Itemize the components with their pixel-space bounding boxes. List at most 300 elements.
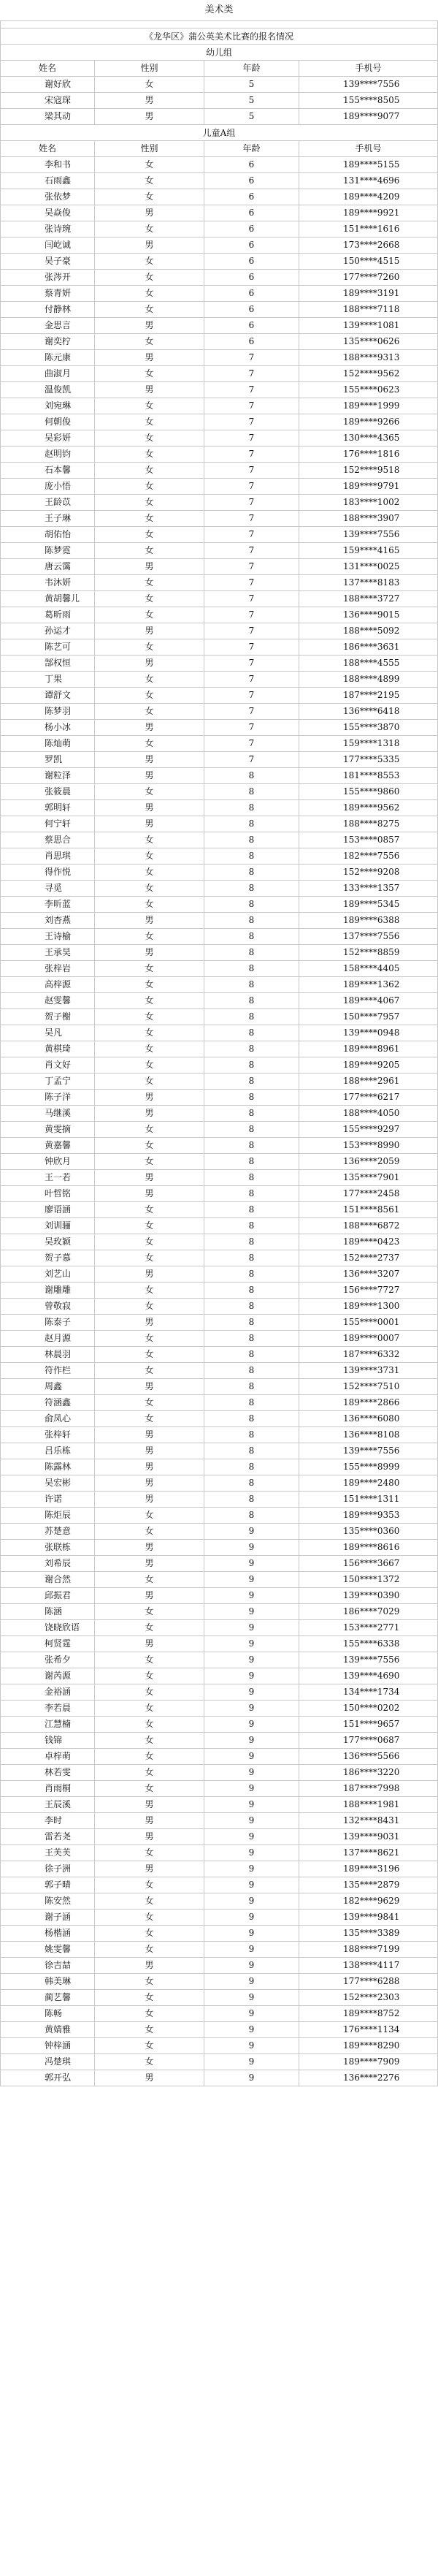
- table-row: [0, 414, 438, 430]
- phone-cell: 176****1816: [299, 447, 438, 462]
- phone-cell: 139****3731: [299, 1363, 438, 1378]
- phone-cell: 189****0423: [299, 1234, 438, 1250]
- table-row: [0, 1845, 438, 1861]
- age-cell: 9: [204, 1926, 299, 1941]
- gender-cell: 女: [95, 1572, 204, 1587]
- age-cell: 8: [204, 961, 299, 976]
- table-row: [0, 575, 438, 591]
- gender-cell: 女: [95, 897, 204, 912]
- age-cell: 6: [204, 173, 299, 189]
- phone-cell: 150****4515: [299, 254, 438, 269]
- phone-cell: 152****2303: [299, 1990, 438, 2005]
- phone-cell: 135****3389: [299, 1926, 438, 1941]
- name-cell: 张梓岩: [0, 961, 95, 976]
- phone-cell: 155****8505: [299, 93, 438, 108]
- table-row: [0, 1459, 438, 1475]
- name-cell: 谢雕雕: [0, 1283, 95, 1298]
- gender-cell: 女: [95, 77, 204, 92]
- age-cell: 8: [204, 848, 299, 864]
- name-cell: 陈安然: [0, 1893, 95, 1909]
- table-row: [0, 1781, 438, 1797]
- name-cell: 陈露林: [0, 1459, 95, 1475]
- table-row: [0, 672, 438, 688]
- phone-cell: 189****9266: [299, 414, 438, 430]
- table-row: [0, 350, 438, 366]
- age-cell: 7: [204, 704, 299, 719]
- table-row: [0, 1958, 438, 1974]
- phone-cell: 139****9841: [299, 1910, 438, 1925]
- name-cell: 刘宛琳: [0, 398, 95, 414]
- age-cell: 9: [204, 1749, 299, 1764]
- phone-cell: 159****1318: [299, 736, 438, 751]
- phone-cell: 189****9077: [299, 109, 438, 124]
- gender-cell: 女: [95, 1620, 204, 1635]
- age-cell: 8: [204, 1331, 299, 1346]
- table-row: [0, 1266, 438, 1283]
- gender-cell: 女: [95, 286, 204, 301]
- age-cell: 7: [204, 479, 299, 494]
- name-cell: 蔡思合: [0, 832, 95, 848]
- spacer-row: [0, 21, 438, 29]
- column-header-phone: 手机号: [299, 61, 438, 76]
- name-cell: 胡佑怡: [0, 527, 95, 542]
- phone-cell: 188****4899: [299, 672, 438, 687]
- phone-cell: 150****1372: [299, 1572, 438, 1587]
- age-cell: 8: [204, 784, 299, 799]
- phone-cell: 189****5155: [299, 157, 438, 172]
- gender-cell: 男: [95, 1475, 204, 1491]
- name-cell: 刘杏燕: [0, 913, 95, 928]
- gender-cell: 女: [95, 495, 204, 510]
- phone-cell: 152****9562: [299, 366, 438, 381]
- gender-cell: 女: [95, 1717, 204, 1732]
- name-cell: 马继溪: [0, 1106, 95, 1121]
- name-cell: 吴焱俊: [0, 205, 95, 221]
- gender-cell: 女: [95, 2006, 204, 2021]
- phone-cell: 176****1134: [299, 2022, 438, 2037]
- gender-cell: 女: [95, 1765, 204, 1780]
- phone-cell: 189****8752: [299, 2006, 438, 2021]
- phone-cell: 189****8961: [299, 1041, 438, 1057]
- gender-cell: 男: [95, 1186, 204, 1201]
- table-row: [0, 1218, 438, 1234]
- sheet-title: 美术类: [0, 0, 438, 21]
- name-cell: 周鑫: [0, 1379, 95, 1394]
- gender-cell: 女: [95, 398, 204, 414]
- phone-cell: 155****8999: [299, 1459, 438, 1475]
- age-cell: 9: [204, 1652, 299, 1668]
- gender-cell: 男: [95, 2070, 204, 2086]
- table-row: [0, 929, 438, 945]
- gender-cell: 男: [95, 238, 204, 253]
- age-cell: 9: [204, 2022, 299, 2037]
- gender-cell: 女: [95, 1331, 204, 1346]
- age-cell: 8: [204, 1234, 299, 1250]
- table-row: [0, 1765, 438, 1781]
- age-cell: 8: [204, 897, 299, 912]
- name-cell: 廖语涵: [0, 1202, 95, 1217]
- table-row: [0, 1813, 438, 1829]
- phone-cell: 150****7957: [299, 1009, 438, 1025]
- name-cell: 李和书: [0, 157, 95, 172]
- gender-cell: 女: [95, 479, 204, 494]
- age-cell: 7: [204, 463, 299, 478]
- phone-cell: 188****8275: [299, 816, 438, 832]
- phone-cell: 177****2458: [299, 1186, 438, 1201]
- phone-cell: 189****3196: [299, 1861, 438, 1877]
- table-row: [0, 366, 438, 382]
- table-row: [0, 1122, 438, 1138]
- phone-cell: 189****1999: [299, 398, 438, 414]
- gender-cell: 女: [95, 1363, 204, 1378]
- table-row: [0, 463, 438, 479]
- table-row: [0, 1701, 438, 1717]
- gender-cell: 女: [95, 2022, 204, 2037]
- phone-cell: 136****9015: [299, 607, 438, 623]
- age-cell: 9: [204, 1861, 299, 1877]
- age-cell: 9: [204, 1765, 299, 1780]
- age-cell: 8: [204, 1186, 299, 1201]
- phone-cell: 188****3727: [299, 591, 438, 607]
- phone-cell: 188****5092: [299, 623, 438, 639]
- gender-cell: 男: [95, 1636, 204, 1652]
- phone-cell: 189****5345: [299, 897, 438, 912]
- column-header-row: [0, 141, 438, 157]
- table-row: [0, 238, 438, 254]
- age-cell: 6: [204, 205, 299, 221]
- age-cell: 9: [204, 1829, 299, 1844]
- table-row: [0, 913, 438, 929]
- name-cell: 曾敬寂: [0, 1299, 95, 1314]
- phone-cell: 137****8183: [299, 575, 438, 590]
- table-row: [0, 189, 438, 205]
- name-cell: 谢芮源: [0, 1668, 95, 1684]
- table-row: [0, 623, 438, 639]
- name-cell: 庞小悟: [0, 479, 95, 494]
- name-cell: 赵雯馨: [0, 993, 95, 1008]
- gender-cell: 男: [95, 1427, 204, 1443]
- name-cell: 韦沐妍: [0, 575, 95, 590]
- phone-cell: 151****1616: [299, 221, 438, 237]
- name-cell: 赵月源: [0, 1331, 95, 1346]
- phone-cell: 187****7998: [299, 1781, 438, 1796]
- name-cell: 陈艺可: [0, 639, 95, 655]
- gender-cell: 女: [95, 1283, 204, 1298]
- column-header-gender: 性别: [95, 61, 204, 76]
- table-row: [0, 639, 438, 656]
- age-cell: 8: [204, 1202, 299, 1217]
- gender-cell: 女: [95, 430, 204, 446]
- phone-cell: 189****0007: [299, 1331, 438, 1346]
- phone-cell: 135****7901: [299, 1170, 438, 1185]
- name-cell: 蔺艺馨: [0, 1990, 95, 2005]
- column-header-name: 姓名: [0, 141, 95, 156]
- name-cell: 姚雯馨: [0, 1942, 95, 1957]
- gender-cell: 女: [95, 189, 204, 205]
- phone-cell: 188****9313: [299, 350, 438, 365]
- age-cell: 8: [204, 816, 299, 832]
- gender-cell: 女: [95, 1218, 204, 1234]
- age-cell: 7: [204, 398, 299, 414]
- gender-cell: 女: [95, 1604, 204, 1619]
- table-row: [0, 897, 438, 913]
- gender-cell: 男: [95, 1379, 204, 1394]
- gender-cell: 男: [95, 109, 204, 124]
- age-cell: 8: [204, 1379, 299, 1394]
- table-row: [0, 784, 438, 800]
- age-cell: 9: [204, 1974, 299, 1989]
- table-row: [0, 1829, 438, 1845]
- age-cell: 6: [204, 270, 299, 285]
- phone-cell: 150****0202: [299, 1701, 438, 1716]
- name-cell: 吴宏彬: [0, 1475, 95, 1491]
- name-cell: 陈泰子: [0, 1315, 95, 1330]
- gender-cell: 男: [95, 1106, 204, 1121]
- phone-cell: 177****6217: [299, 1090, 438, 1105]
- gender-cell: 女: [95, 1122, 204, 1137]
- phone-cell: 153****0857: [299, 832, 438, 848]
- phone-cell: 139****7556: [299, 527, 438, 542]
- age-cell: 8: [204, 881, 299, 896]
- phone-cell: 177****7260: [299, 270, 438, 285]
- age-cell: 9: [204, 1684, 299, 1700]
- table-row: [0, 1057, 438, 1074]
- phone-cell: 158****4405: [299, 961, 438, 976]
- table-row: [0, 1620, 438, 1636]
- gender-cell: 女: [95, 1411, 204, 1426]
- age-cell: 8: [204, 1283, 299, 1298]
- table-row: [0, 656, 438, 672]
- age-cell: 9: [204, 1717, 299, 1732]
- name-cell: 李时: [0, 1813, 95, 1828]
- column-header-phone: 手机号: [299, 141, 438, 156]
- age-cell: 7: [204, 575, 299, 590]
- table-row: [0, 1025, 438, 1041]
- table-row: [0, 173, 438, 189]
- age-cell: 8: [204, 1090, 299, 1105]
- table-row: [0, 977, 438, 993]
- gender-cell: 女: [95, 302, 204, 317]
- age-cell: 8: [204, 1057, 299, 1073]
- name-cell: 符涵鑫: [0, 1395, 95, 1410]
- gender-cell: 女: [95, 1990, 204, 2005]
- table-row: [0, 1090, 438, 1106]
- name-cell: 温俊凯: [0, 382, 95, 398]
- table-row: [0, 1186, 438, 1202]
- name-cell: 丁果: [0, 672, 95, 687]
- gender-cell: 女: [95, 1733, 204, 1748]
- table-row: [0, 1009, 438, 1025]
- phone-cell: 189****9353: [299, 1508, 438, 1523]
- phone-cell: 188****6872: [299, 1218, 438, 1234]
- table-row: [0, 93, 438, 109]
- age-cell: 9: [204, 1958, 299, 1973]
- gender-cell: 女: [95, 1845, 204, 1861]
- table-row: [0, 2054, 438, 2070]
- table-row: [0, 1572, 438, 1588]
- age-cell: 7: [204, 495, 299, 510]
- name-cell: 刘训骊: [0, 1218, 95, 1234]
- table-row: [0, 993, 438, 1009]
- age-cell: 7: [204, 672, 299, 687]
- gender-cell: 男: [95, 623, 204, 639]
- phone-cell: 137****8621: [299, 1845, 438, 1861]
- gender-cell: 男: [95, 1829, 204, 1844]
- age-cell: 7: [204, 447, 299, 462]
- table-row: [0, 1331, 438, 1347]
- gender-cell: 男: [95, 1588, 204, 1603]
- gender-cell: 女: [95, 1910, 204, 1925]
- gender-cell: 女: [95, 1877, 204, 1893]
- name-cell: 石本馨: [0, 463, 95, 478]
- table-row: [0, 77, 438, 93]
- age-cell: 6: [204, 334, 299, 349]
- phone-cell: 155****6338: [299, 1636, 438, 1652]
- phone-cell: 136****6418: [299, 704, 438, 719]
- gender-cell: 男: [95, 816, 204, 832]
- age-cell: 6: [204, 238, 299, 253]
- phone-cell: 188****1981: [299, 1797, 438, 1812]
- gender-cell: 女: [95, 1234, 204, 1250]
- table-row: [0, 1604, 438, 1620]
- gender-cell: 男: [95, 1958, 204, 1973]
- phone-cell: 131****4696: [299, 173, 438, 189]
- phone-cell: 188****7118: [299, 302, 438, 317]
- phone-cell: 181****8553: [299, 768, 438, 783]
- phone-cell: 155****9297: [299, 1122, 438, 1137]
- table-row: [0, 1524, 438, 1540]
- gender-cell: 男: [95, 1492, 204, 1507]
- table-row: [0, 865, 438, 881]
- age-cell: 6: [204, 221, 299, 237]
- gender-cell: 男: [95, 1090, 204, 1105]
- age-cell: 8: [204, 768, 299, 783]
- age-cell: 8: [204, 1122, 299, 1137]
- table-row: [0, 382, 438, 398]
- table-row: [0, 1893, 438, 1910]
- phone-cell: 177****5335: [299, 752, 438, 767]
- age-cell: 8: [204, 1411, 299, 1426]
- name-cell: 丁孟宁: [0, 1074, 95, 1089]
- table-row: [0, 543, 438, 559]
- name-cell: 俞凤心: [0, 1411, 95, 1426]
- age-cell: 8: [204, 1395, 299, 1410]
- phone-cell: 177****6288: [299, 1974, 438, 1989]
- table-row: [0, 1861, 438, 1877]
- age-cell: 7: [204, 350, 299, 365]
- gender-cell: 女: [95, 881, 204, 896]
- gender-cell: 女: [95, 366, 204, 381]
- name-cell: 林晨羽: [0, 1347, 95, 1362]
- table-row: [0, 1733, 438, 1749]
- group-header: 儿童A组: [0, 125, 438, 141]
- phone-cell: 156****3667: [299, 1556, 438, 1571]
- name-cell: 陈灿萌: [0, 736, 95, 751]
- gender-cell: 女: [95, 1974, 204, 1989]
- column-header-gender: 性别: [95, 141, 204, 156]
- gender-cell: 男: [95, 1443, 204, 1459]
- gender-cell: 女: [95, 1250, 204, 1266]
- table-row: [0, 736, 438, 752]
- table-row: [0, 1299, 438, 1315]
- name-cell: 黄雯摘: [0, 1122, 95, 1137]
- table-row: [0, 832, 438, 848]
- name-cell: 曲淑月: [0, 366, 95, 381]
- age-cell: 6: [204, 254, 299, 269]
- phone-cell: 152****7510: [299, 1379, 438, 1394]
- gender-cell: 女: [95, 848, 204, 864]
- phone-cell: 188****4555: [299, 656, 438, 671]
- name-cell: 赵明钧: [0, 447, 95, 462]
- phone-cell: 189****4067: [299, 993, 438, 1008]
- name-cell: 钱锦: [0, 1733, 95, 1748]
- table-row: [0, 1508, 438, 1524]
- age-cell: 8: [204, 1266, 299, 1282]
- phone-cell: 136****5566: [299, 1749, 438, 1764]
- name-cell: 林若雯: [0, 1765, 95, 1780]
- gender-cell: 女: [95, 221, 204, 237]
- age-cell: 7: [204, 543, 299, 558]
- column-header-age: 年龄: [204, 141, 299, 156]
- table-row: [0, 1074, 438, 1090]
- table-row: [0, 1106, 438, 1122]
- name-cell: 吴子豪: [0, 254, 95, 269]
- age-cell: 9: [204, 1877, 299, 1893]
- name-cell: 寻觅: [0, 881, 95, 896]
- phone-cell: 177****0687: [299, 1733, 438, 1748]
- name-cell: 谢子涵: [0, 1910, 95, 1925]
- gender-cell: 女: [95, 157, 204, 172]
- phone-cell: 153****8990: [299, 1138, 438, 1153]
- age-cell: 8: [204, 1138, 299, 1153]
- table-row: [0, 1910, 438, 1926]
- name-cell: 梁其动: [0, 109, 95, 124]
- age-cell: 8: [204, 1218, 299, 1234]
- phone-cell: 139****7556: [299, 1652, 438, 1668]
- table-row: [0, 1315, 438, 1331]
- age-cell: 8: [204, 1427, 299, 1443]
- name-cell: 吕乐栋: [0, 1443, 95, 1459]
- table-row: [0, 1170, 438, 1186]
- table-title: 《龙华区》蒲公英美术比赛的报名情况: [0, 29, 438, 45]
- name-cell: 石雨鑫: [0, 173, 95, 189]
- column-header-age: 年龄: [204, 61, 299, 76]
- phone-cell: 139****7556: [299, 77, 438, 92]
- table-row: [0, 157, 438, 173]
- age-cell: 9: [204, 1604, 299, 1619]
- name-cell: 张梓轩: [0, 1427, 95, 1443]
- gender-cell: 男: [95, 1315, 204, 1330]
- gender-cell: 男: [95, 1170, 204, 1185]
- gender-cell: 男: [95, 318, 204, 333]
- phone-cell: 138****4117: [299, 1958, 438, 1973]
- phone-cell: 133****1357: [299, 881, 438, 896]
- name-cell: 王一若: [0, 1170, 95, 1185]
- age-cell: 9: [204, 1813, 299, 1828]
- phone-cell: 134****1734: [299, 1684, 438, 1700]
- age-cell: 9: [204, 1781, 299, 1796]
- name-cell: 李若晨: [0, 1701, 95, 1716]
- table-row: [0, 1347, 438, 1363]
- age-cell: 9: [204, 1845, 299, 1861]
- age-cell: 8: [204, 1347, 299, 1362]
- gender-cell: 女: [95, 929, 204, 944]
- table-row: [0, 1540, 438, 1556]
- phone-cell: 152****8859: [299, 945, 438, 960]
- name-cell: 饶晓欣语: [0, 1620, 95, 1635]
- table-row: [0, 881, 438, 897]
- table-row: [0, 1283, 438, 1299]
